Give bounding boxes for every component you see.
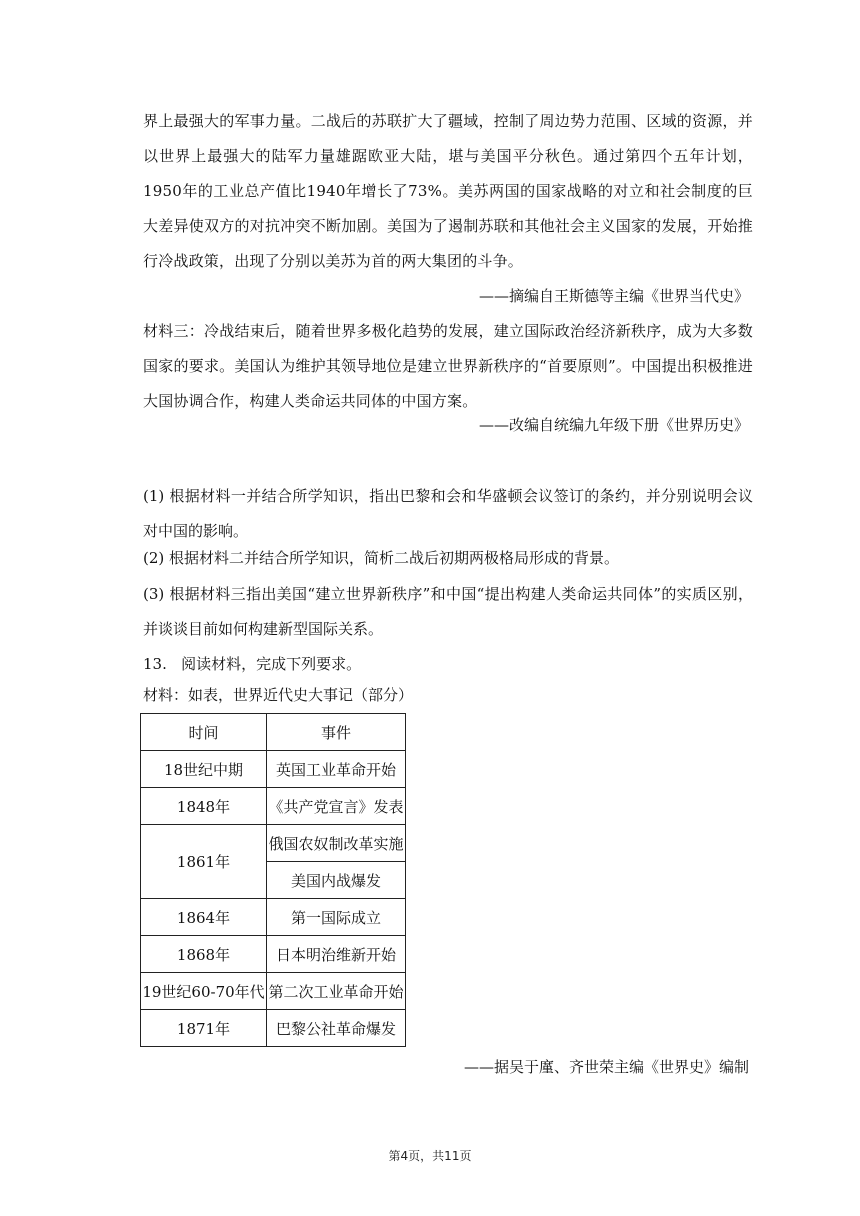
table-row — [141, 825, 406, 862]
page-footer: 第4页，共11页 — [388, 1149, 472, 1163]
table-header-time: 时间 — [141, 714, 267, 751]
table-cell-event: 美国内战爆发 — [267, 862, 406, 899]
table-caption: 材料：如表，世界近代史大事记（部分） — [143, 686, 414, 704]
table-row — [141, 751, 406, 788]
table-cell-time: 1871年 — [141, 1010, 267, 1047]
table-cell-event: 第一国际成立 — [267, 899, 406, 936]
material2-source: ——摘编自王斯德等主编《世界当代史》 — [478, 287, 749, 305]
question-13-number: 13. — [143, 655, 167, 673]
table-cell-time: 19世纪60-70年代 — [141, 973, 267, 1010]
question-1: (1) 根据材料一并结合所学知识，指出巴黎和会和华盛顿会议签订的条约，并分别说明会议对中国的影响。 — [143, 487, 753, 540]
table-cell-event: 俄国农奴制改革实施 — [267, 825, 406, 862]
table-cell-event: 巴黎公社革命爆发 — [267, 1010, 406, 1047]
table-cell-time: 1868年 — [141, 936, 267, 973]
material3-paragraph: 材料三：冷战结束后，随着世界多极化趋势的发展，建立国际政治经济新秩序，成为大多数国家的要求。美国认为维护其领导地位是建立世界新秩序的“首要原则”。中国提出积极推进大国协调合作，构建人类命运共同体的中国方案。 — [143, 322, 753, 410]
table-cell-time: 1864年 — [141, 899, 267, 936]
table-row — [141, 936, 406, 973]
question-13-prompt: 阅读材料，完成下列要求。 — [181, 655, 362, 673]
table-header-row — [141, 714, 406, 751]
table-source: ——据吴于廑、齐世荣主编《世界史》编制 — [463, 1058, 749, 1076]
table-row — [141, 788, 406, 825]
table-cell-event: 日本明治维新开始 — [267, 936, 406, 973]
table-cell-event: 第二次工业革命开始 — [267, 973, 406, 1010]
question-3: (3) 根据材料三指出美国“建立世界新秩序”和中国“提出构建人类命运共同体”的实质区别，并谈谈目前如何构建新型国际关系。 — [143, 585, 753, 638]
material3-source: ——改编自统编九年级下册《世界历史》 — [478, 416, 749, 434]
table-header-event: 事件 — [267, 714, 406, 751]
table-cell-time: 18世纪中期 — [141, 751, 267, 788]
events-table — [140, 713, 406, 1047]
question-13-heading — [143, 647, 361, 682]
material2-continuation: 界上最强大的军事力量。二战后的苏联扩大了疆域，控制了周边势力范围、区域的资源，并以世界上最强大的陆军力量雄踞欧亚大陆，堪与美国平分秋色。通过第四个五年计划，1950年的工业总产值比1940年增长了73%。美苏两国的国家战略的对立和社会制度的巨大差异使双方的对抗冲突不断加剧。美国为了遏制苏联和其他社会主义国家的发展，开始推行冷战政策，出现了分别以美苏为首的两大集团的斗争。 — [143, 112, 753, 270]
table-cell-event: 《共产党宣言》发表 — [267, 788, 406, 825]
question-2: (2) 根据材料二并结合所学知识，简析二战后初期两极格局形成的背景。 — [143, 549, 620, 567]
table-cell-time: 1861年 — [141, 825, 267, 899]
table-row — [141, 973, 406, 1010]
table-cell-time: 1848年 — [141, 788, 267, 825]
table-cell-event: 英国工业革命开始 — [267, 751, 406, 788]
table-row — [141, 899, 406, 936]
table-row — [141, 1010, 406, 1047]
